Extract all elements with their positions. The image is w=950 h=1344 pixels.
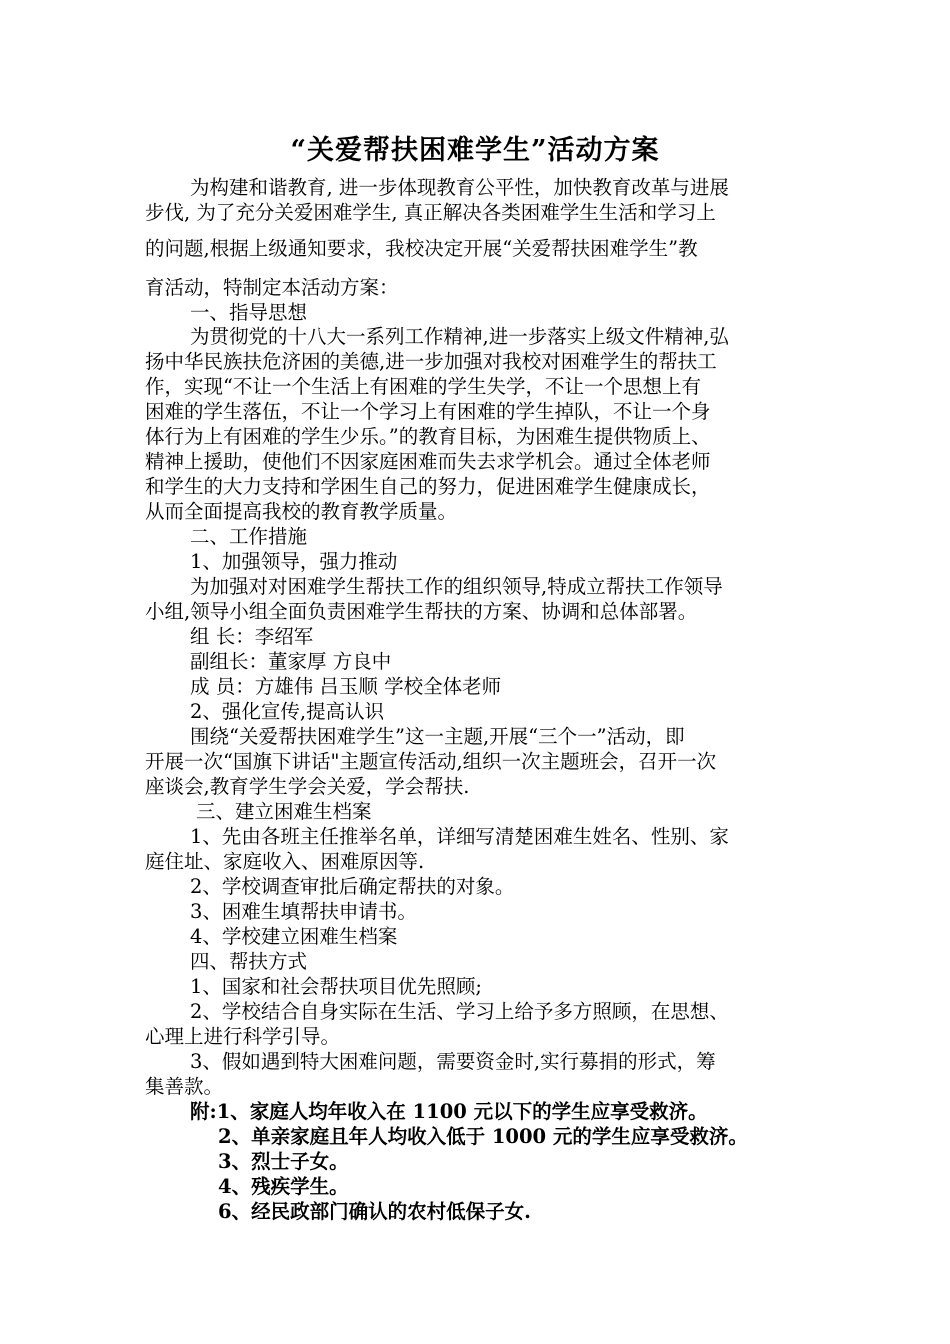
paragraph-line: 2、学校结合自身实际在生活、学习上给予多方照顾，在思想、 <box>190 1000 729 1023</box>
appendix-line: 6、经民政部门确认的农村低保子女. <box>218 1200 531 1223</box>
paragraph-line: 3、假如遇到特大困难问题，需要资金时,实行募捐的形式，筹 <box>190 1050 716 1073</box>
paragraph-line: 从而全面提高我校的教育教学质量。 <box>145 500 458 523</box>
paragraph-line: 心理上进行科学引导。 <box>145 1025 341 1048</box>
appendix-line: 3、烈士子女。 <box>218 1150 349 1173</box>
paragraph-line: 围绕“关爱帮扶困难学生”这一主题,开展“三个一”活动，即 <box>190 725 685 748</box>
paragraph-line: 小组,领导小组全面负责困难学生帮扶的方案、协调和总体部署。 <box>145 600 698 623</box>
paragraph-line: 庭住址、家庭收入、困难原因等. <box>145 850 425 873</box>
deputy-leader-line: 副组长：董家厚 方良中 <box>190 650 392 673</box>
subsection-heading: 2、强化宣传,提高认识 <box>190 700 385 723</box>
leader-line: 组 长：李绍军 <box>190 625 314 648</box>
paragraph-line: 困难的学生落伍，不让一个学习上有困难的学生掉队，不让一个身 <box>145 400 711 423</box>
appendix-line: 附:1、家庭人均年收入在 1100 元以下的学生应享受救济。 <box>190 1100 708 1123</box>
document-title: “关爱帮扶困难学生”活动方案 <box>290 135 660 166</box>
paragraph-line: 为加强对对困难学生帮扶工作的组织领导,特成立帮扶工作领导 <box>190 575 723 598</box>
paragraph-line: 集善款。 <box>145 1075 224 1098</box>
paragraph-line: 3、困难生填帮扶申请书。 <box>190 900 417 923</box>
section-heading: 一、指导思想 <box>190 301 308 324</box>
section-heading: 三、建立困难生档案 <box>196 800 372 823</box>
appendix-line: 4、残疾学生。 <box>218 1175 349 1198</box>
paragraph-line: 为贯彻党的十八大一系列工作精神,进一步落实上级文件精神,弘 <box>190 325 729 348</box>
paragraph-line: 步伐, 为了充分关爱困难学生, 真正解决各类困难学生生活和学习上 <box>145 201 716 224</box>
section-heading: 二、工作措施 <box>190 525 308 548</box>
members-line: 成 员：方雄伟 吕玉顺 学校全体老师 <box>190 675 502 698</box>
paragraph-line: 体行为上有困难的学生少乐。”的教育目标，为困难生提供物质上、 <box>145 425 711 448</box>
paragraph-line: 座谈会,教育学生学会关爱，学会帮扶. <box>145 775 470 798</box>
appendix-line: 2、单亲家庭且年人均收入低于 1000 元的学生应享受救济。 <box>218 1125 748 1148</box>
section-heading: 四、帮扶方式 <box>190 950 308 973</box>
paragraph-line: 4、学校建立困难生档案 <box>190 925 398 948</box>
subsection-heading: 1、加强领导，强力推动 <box>190 550 398 573</box>
paragraph-line: 开展一次“国旗下讲话"主题宣传活动,组织一次主题班会，召开一次 <box>145 750 717 773</box>
paragraph-line: 作，实现“不让一个生活上有困难的学生失学，不让一个思想上有 <box>145 375 701 398</box>
paragraph-line: 2、学校调查审批后确定帮扶的对象。 <box>190 875 515 898</box>
paragraph-line: 1、先由各班主任推举名单，详细写清楚困难生姓名、性别、家 <box>190 825 729 848</box>
paragraph-line: 育活动，特制定本活动方案： <box>145 276 399 299</box>
paragraph-line: 1、国家和社会帮扶项目优先照顾; <box>190 975 482 998</box>
paragraph-line: 的问题,根据上级通知要求，我校决定开展“关爱帮扶困难学生”教 <box>145 237 698 260</box>
paragraph-line: 精神上援助，使他们不因家庭困难而失去求学机会。通过全体老师 <box>145 450 711 473</box>
paragraph-line: 和学生的大力支持和学困生自己的努力，促进困难学生健康成长， <box>145 475 711 498</box>
paragraph-line: 为构建和谐教育, 进一步体现教育公平性，加快教育改革与进展 <box>190 176 729 199</box>
paragraph-line: 扬中华民族扶危济困的美德,进一步加强对我校对困难学生的帮扶工 <box>145 350 717 373</box>
